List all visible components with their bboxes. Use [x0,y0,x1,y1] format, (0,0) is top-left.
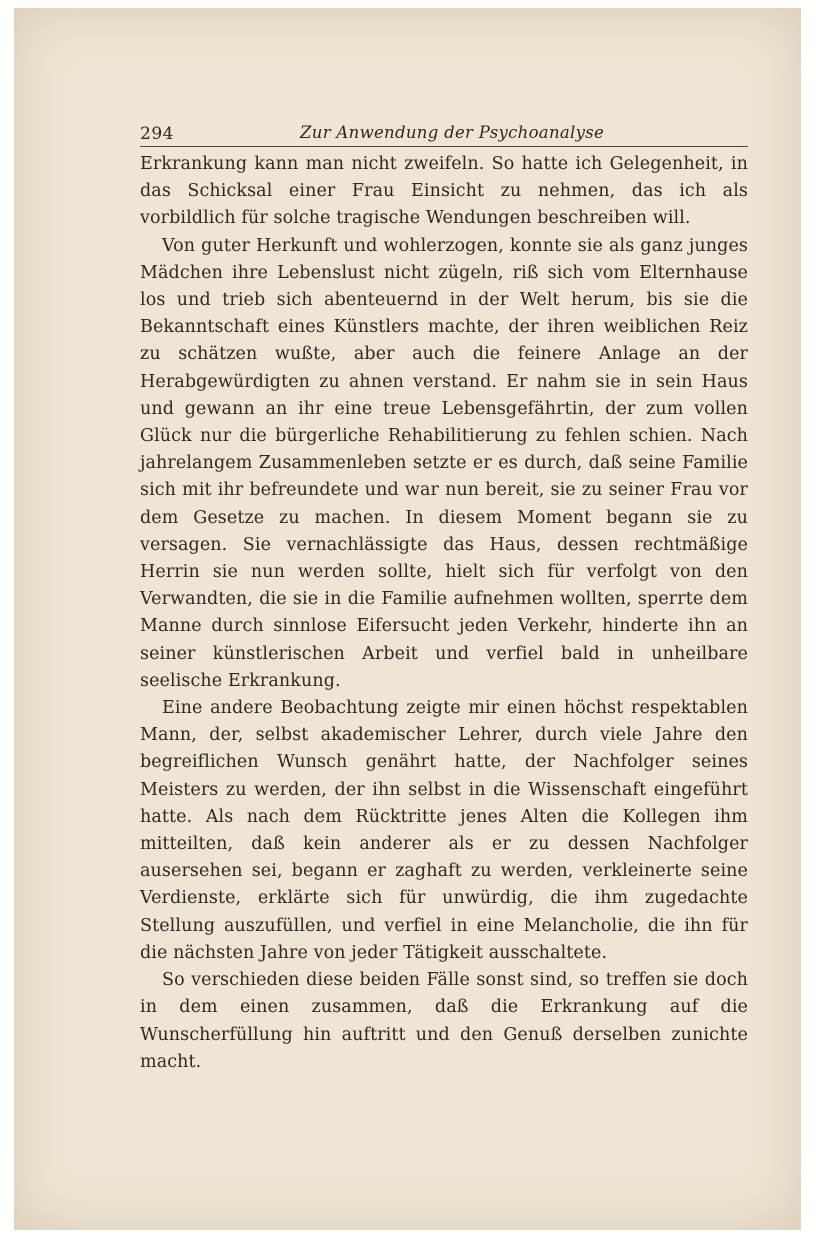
page-number: 294 [140,124,174,144]
running-header-title: Zur Anwendung der Psychoanalyse [300,123,605,142]
paragraph: Von guter Herkunft und wohlerzogen, konnte sie als ganz junges Mädchen ihre Lebenslust nicht zügeln, riß sich vom Elternhause los und trieb sich abenteuernd in der Welt herum, bis sie die Bekanntschaft eines Künstlers machte, der ihren weiblichen Reiz zu schätzen wußte, aber auch die feinere Anlage an der Herabgewürdigten zu ahnen verstand. Er nahm sie in sein Haus und gewann an ihr eine treue Lebensgefährtin, der zum vollen Glück nur die bürgerliche Rehabilitierung zu fehlen schien. Nach jahrelangem Zusammenleben setzte er es durch, daß seine Familie sich mit ihr befreundete und war nun bereit, sie zu seiner Frau vor dem Gesetze zu machen. In diesem Moment begann sie zu versagen. Sie vernachlässigte das Haus, dessen rechtmäßige Herrin sie nun werden sollte, hielt sich für verfolgt von den Verwandten, die sie in die Familie aufnehmen wollten, sperrte dem Manne durch sinnlose Eifersucht jeden Verkehr, hinderte ihn an seiner künstlerischen Arbeit und verfiel bald in unheilbare seelische Erkrankung. [140,235,748,691]
paragraph: Eine andere Beobachtung zeigte mir einen höchst respektablen Mann, der, selbst akademischer Lehrer, durch viele Jahre den begreiflichen Wunsch genährt hatte, der Nachfolger seines Meisters zu werden, der ihn selbst in die Wissenschaft eingeführt hatte. Als nach dem Rücktritte jenes Alten die Kollegen ihm mitteilten, daß kein anderer als er zu dessen Nachfolger ausersehen sei, begann er zaghaft zu werden, verkleinerte seine Verdienste, erklärte sich für unwürdig, die ihm zugedachte Stellung auszufüllen, und verfiel in eine Melancholie, die ihn für die nächsten Jahre von jeder Tätigkeit ausschaltete. [140,698,748,963]
paragraph-continuation: Erkrankung kann man nicht zweifeln. So hatte ich Gelegenheit, in das Schicksal einer Frau Einsicht zu nehmen, das ich als vorbildlich für solche tragische Wendungen beschreiben will. [140,154,748,229]
body-text [140,151,748,1076]
book-page [140,118,748,1076]
running-header [140,118,748,147]
paragraph: So verschieden diese beiden Fälle sonst sind, so treffen sie doch in dem einen zusammen, daß die Erkrankung auf die Wunscherfüllung hin auftritt und den Genuß derselben zunichte macht. [140,970,748,1072]
